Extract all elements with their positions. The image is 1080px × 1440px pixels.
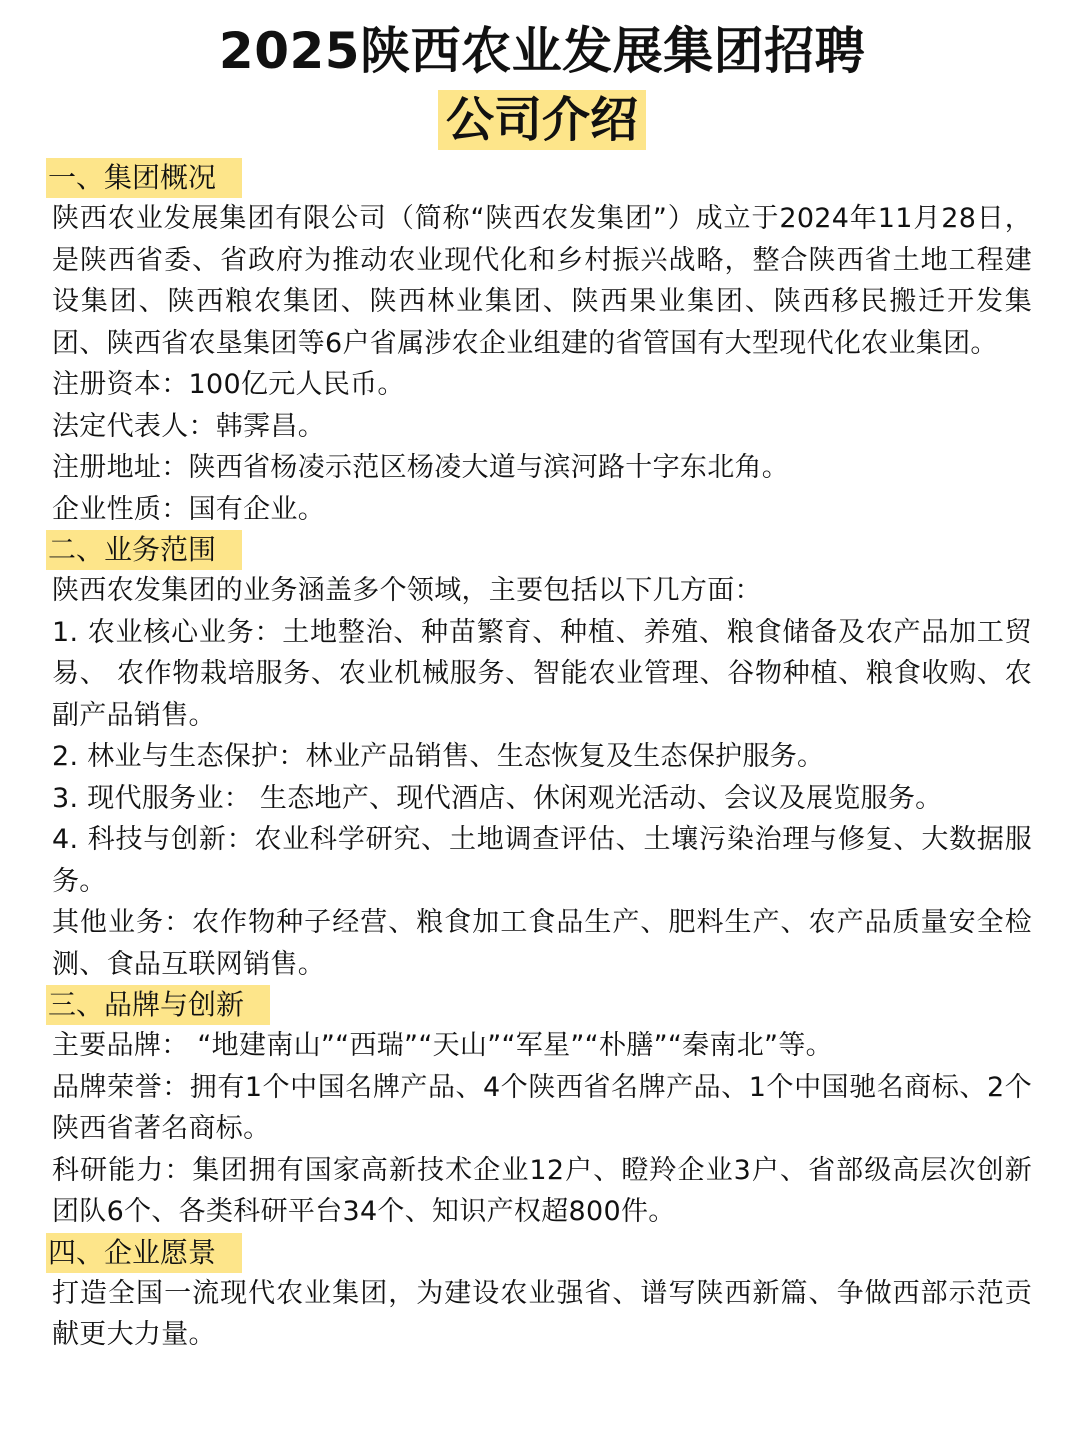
paragraph: 企业性质：国有企业。 (52, 493, 325, 525)
paragraph: 科研能力：集团拥有国家高新技术企业12户、瞪羚企业3户、省部级高层次创新团队6个、各类科研平台34个、知识产权超800件。 (52, 1154, 1032, 1227)
paragraph: 3. 现代服务业： 生态地产、现代酒店、休闲观光活动、会议及展览服务。 (52, 782, 943, 814)
section-heading: 一、集团概况 (46, 158, 242, 198)
section-brand-innovation (48, 985, 1032, 1233)
paragraph: 陕西农发集团的业务涵盖多个领域，主要包括以下几方面： (52, 575, 762, 606)
paragraph: 注册地址：陕西省杨凌示范区杨凌大道与滨河路十字东北角。 (52, 452, 790, 483)
page-subtitle: 公司介绍 (438, 90, 646, 150)
paragraph: 法定代表人：韩霁昌。 (52, 410, 325, 442)
paragraph: 注册资本：100亿元人民币。 (52, 369, 405, 400)
paragraph: 品牌荣誉：拥有1个中国名牌产品、4个陕西省名牌产品、1个中国驰名商标、2个陕西省著名商标。 (52, 1071, 1032, 1144)
subtitle-wrapper (52, 90, 1032, 150)
paragraph: 2. 林业与生态保护：林业产品销售、生态恢复及生态保护服务。 (52, 741, 825, 772)
page-title: 2025陕西农业发展集团招聘 (218, 22, 866, 80)
paragraph: 主要品牌： “地建南山”“西瑞”“天山”“军星”“朴膳”“秦南北”等。 (52, 1030, 833, 1061)
section-vision (48, 1233, 1032, 1356)
section-heading: 三、品牌与创新 (46, 985, 270, 1025)
section-business-scope (48, 530, 1032, 985)
section-overview (48, 158, 1032, 530)
paragraph: 打造全国一流现代农业集团，为建设农业强省、谱写陕西新篇、争做西部示范贡献更大力量。 (52, 1277, 1032, 1350)
paragraph: 1. 农业核心业务：土地整治、种苗繁育、种植、养殖、粮食储备及农产品加工贸易、 农作物栽培服务、农业机械服务、智能农业管理、谷物种植、粮食收购、农副产品销售。 (52, 616, 1032, 731)
section-heading: 二、业务范围 (46, 530, 242, 570)
paragraph: 4. 科技与创新：农业科学研究、土地调查评估、土壤污染治理与修复、大数据服务。 (52, 824, 1032, 897)
section-heading: 四、企业愿景 (46, 1233, 242, 1273)
paragraph: 陕西农业发展集团有限公司（简称“陕西农发集团”）成立于2024年11月28日，是陕西省委、省政府为推动农业现代化和乡村振兴战略，整合陕西省土地工程建设集团、陕西粮农集团、陕西林业集团、陕西果业集团、陕西移民搬迁开发集团、陕西省农垦集团等6户省属涉农企业组建的省管国有大型现代化农业集团。 (52, 203, 1032, 359)
paragraph: 其他业务：农作物种子经营、粮食加工食品生产、肥料生产、农产品质量安全检测、食品互联网销售。 (52, 907, 1032, 980)
